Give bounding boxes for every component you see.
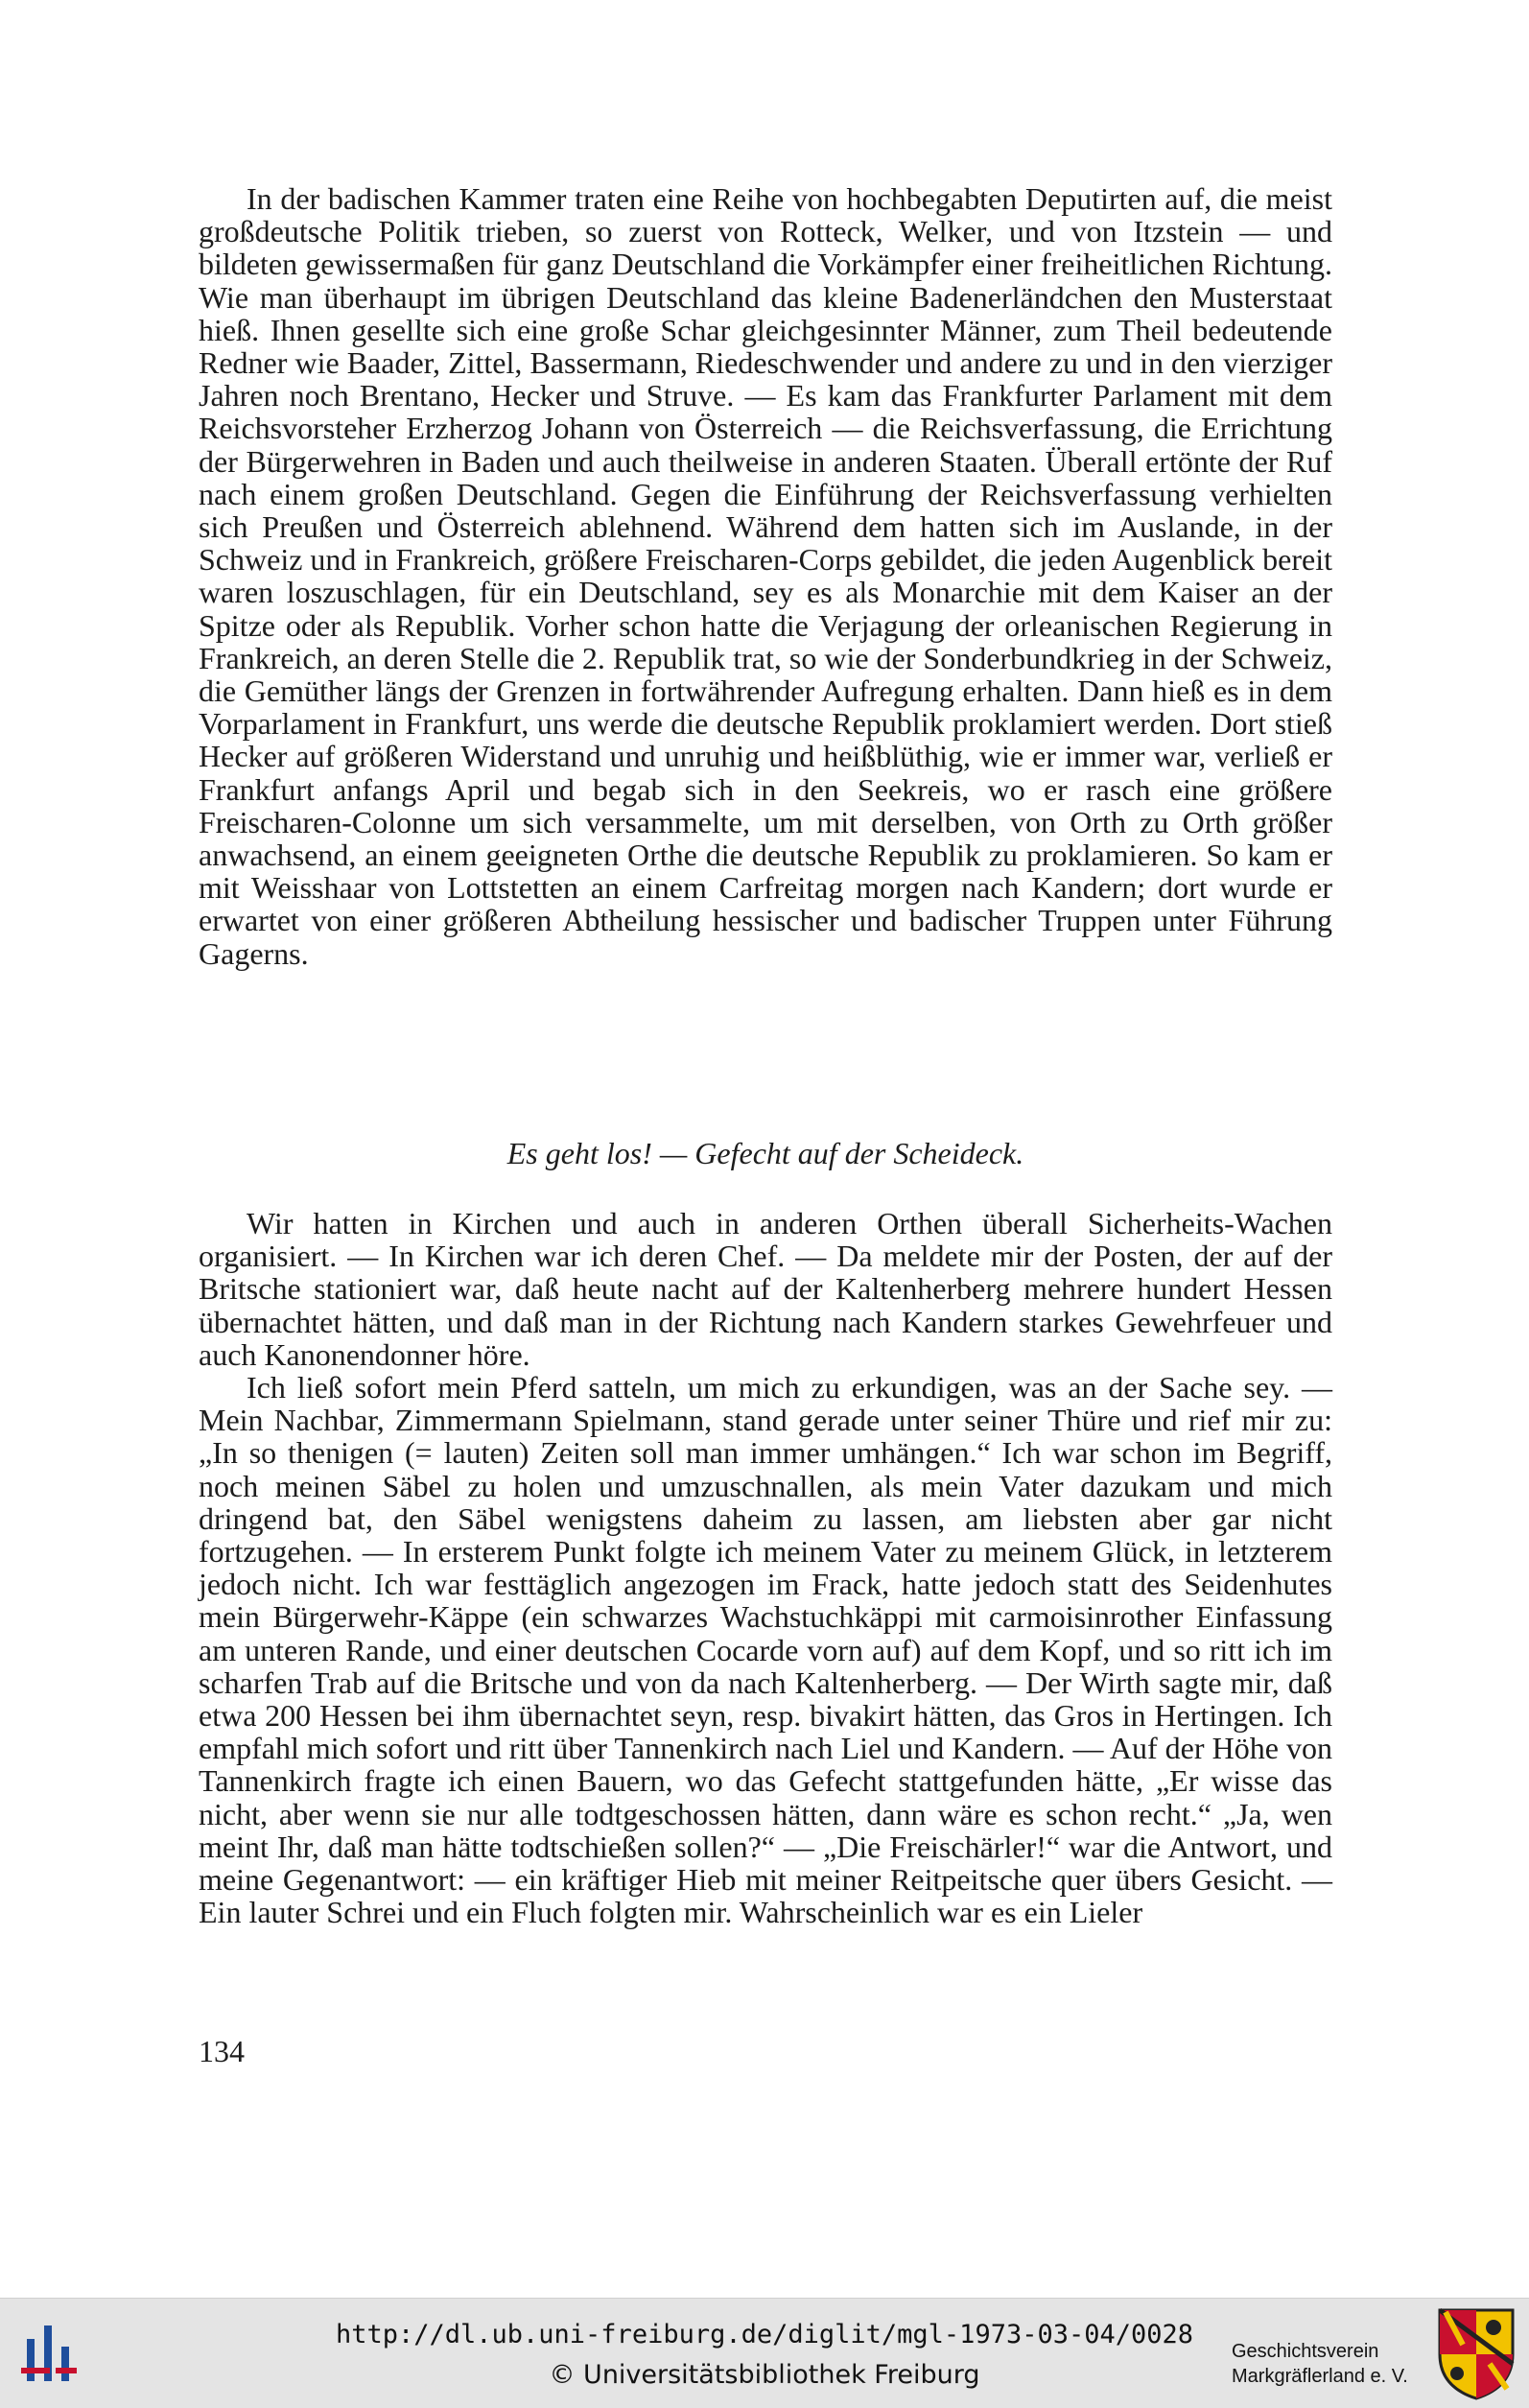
body-text-block-1 — [199, 182, 1332, 970]
society-name-line-2: Markgräflerland e. V. — [1232, 2366, 1408, 2387]
paragraph: Wir hatten in Kirchen und auch in anderen Orthen überall Sicherheits-Wachen organisiert. — In Kirchen war ich deren Chef. — Da meldete mir der Posten, der auf der Britsche stationiert war, daß heute nacht auf der Kaltenherberg mehrere hundert Hessen übernachtet hätten, und daß man in der Richtung nach Kandern starkes Gewehrfeuer und auch Kanonendonner höre. — [199, 1206, 1332, 1372]
permalink-url[interactable]: http://dl.ub.uni-freiburg.de/diglit/mgl-1973-03-04/0028 — [335, 2320, 1194, 2349]
coat-of-arms-icon[interactable] — [1436, 2306, 1517, 2400]
society-name-line-1: Geschichtsverein — [1232, 2341, 1379, 2362]
paragraph: In der badischen Kammer traten eine Reihe von hochbegabten Deputirten auf, die meist großdeutsche Politik trieben, so zuerst von Rotteck, Welker, und von Itzstein — und bildeten gewissermaßen für ganz Deutschland die Vorkämpfer einer freiheitlichen Richtung. Wie man überhaupt im übrigen Deutschland das kleine Badenerländchen den Musterstaat hieß. Ihnen gesellte sich eine große Schar gleichgesinnter Männer, zum Theil bedeutende Redner wie Baader, Zittel, Bassermann, Riedeschwender und andere zu und in den vierziger Jahren noch Brentano, Hecker und Struve. — Es kam das Frankfurter Parlament mit dem Reichsvorsteher Erzherzog Johann von Österreich — die Reichsverfassung, die Errichtung der Bürgerwehren in Baden und auch theilweise in anderen Staaten. Überall ertönte der Ruf nach einem großen Deutschland. Gegen die Einführung der Reichsverfassung verhielten sich Preußen und Österreich ablehnend. Während dem hatten sich im Auslande, in der Schweiz und in Frankreich, größere Freischaren-Corps gebildet, die jeden Augenblick bereit waren loszuschlagen, für ein Deutschland, sey es als Monarchie mit dem Kaiser an der Spitze oder als Republik. Vorher schon hatte die Verjagung der orleanischen Regierung in Frankreich, an deren Stelle die 2. Republik trat, so wie der Sonderbundkrieg in der Schweiz, die Gemüther längs der Grenzen in fortwährender Aufregung erhalten. Dann hieß es in dem Vorparlament in Frankfurt, uns werde die deutsche Republik proklamiert werden. Dort stieß Hecker auf größeren Widerstand und unruhig und heißblüthig, wie er immer war, verließ er Frankfurt anfangs April und begab sich in den Seekreis, wo er rasch eine größere Freischaren-Colonne um sich versammelte, um mit derselben, von Orth zu Orth größer anwachsend, an einem geeigneten Orthe die deutsche Republik zu proklamieren. So kam er mit Weisshaar von Lottstetten an einem Carfreitag morgen nach Kandern; dort wurde er erwartet von einer größeren Abtheilung hessischer und badischer Truppen unter Führung Gagerns. — [199, 181, 1332, 971]
body-text-block-2 — [199, 1207, 1332, 1928]
footer-bar — [0, 2298, 1529, 2408]
paragraph: Ich ließ sofort mein Pferd satteln, um mich zu erkundigen, was an der Sache sey. — Mein Nachbar, Zimmermann Spielmann, stand gerade unter seiner Thüre und rief mir zu: „In so thenigen (= lauten) Zeiten soll man immer umhängen.“ Ich war schon im Begriff, noch meinen Säbel zu holen und umzuschnallen, als mein Vater dazukam und mich dringend bat, den Säbel wenigstens daheim zu lassen, am liebsten aber gar nicht fortzugehen. — In ersterem Punkt folgte ich meinem Vater zu meinem Glück, in letzterem jedoch nicht. Ich war festtäglich angezogen im Frack, hatte jedoch statt des Seidenhutes mein Bürgerwehr-Käppe (ein schwarzes Wachstuchkäppi mit carmoisinrother Einfassung am unteren Rande, und einer deutschen Cocarde vorn auf) auf dem Kopf, und so ritt ich im scharfen Trab auf die Britsche und von da nach Kaltenherberg. — Der Wirth sagte mir, daß etwa 200 Hessen bei ihm übernachtet seyn, resp. bivakirt hätten, das Gros in Hertingen. Ich empfahl mich sofort und ritt über Tannenkirch nach Liel und Kandern. — Auf der Höhe von Tannenkirch fragte ich einen Bauern, wo das Gefecht stattgefunden hätte, „Er wisse das nicht, aber wenn sie nur alle todtgeschossen hätten, dann wäre es schon recht.“ „Ja, wen meint Ihr, daß man hätte todtschießen sollen?“ — „Die Freischärler!“ war die Antwort, und meine Gegenantwort: — ein kräftiger Hieb mit meiner Reitpeitsche quer übers Gesicht. — Ein lauter Schrei und ein Fluch folgten mir. Wahrscheinlich war es ein Lieler — [199, 1370, 1332, 1930]
copyright-notice: © Universitätsbibliothek Freiburg — [549, 2360, 980, 2390]
society-name — [1232, 2339, 1408, 2389]
page-number: 134 — [199, 2034, 245, 2068]
section-heading: Es geht los! — Gefecht auf der Scheideck. — [506, 1136, 1024, 1170]
